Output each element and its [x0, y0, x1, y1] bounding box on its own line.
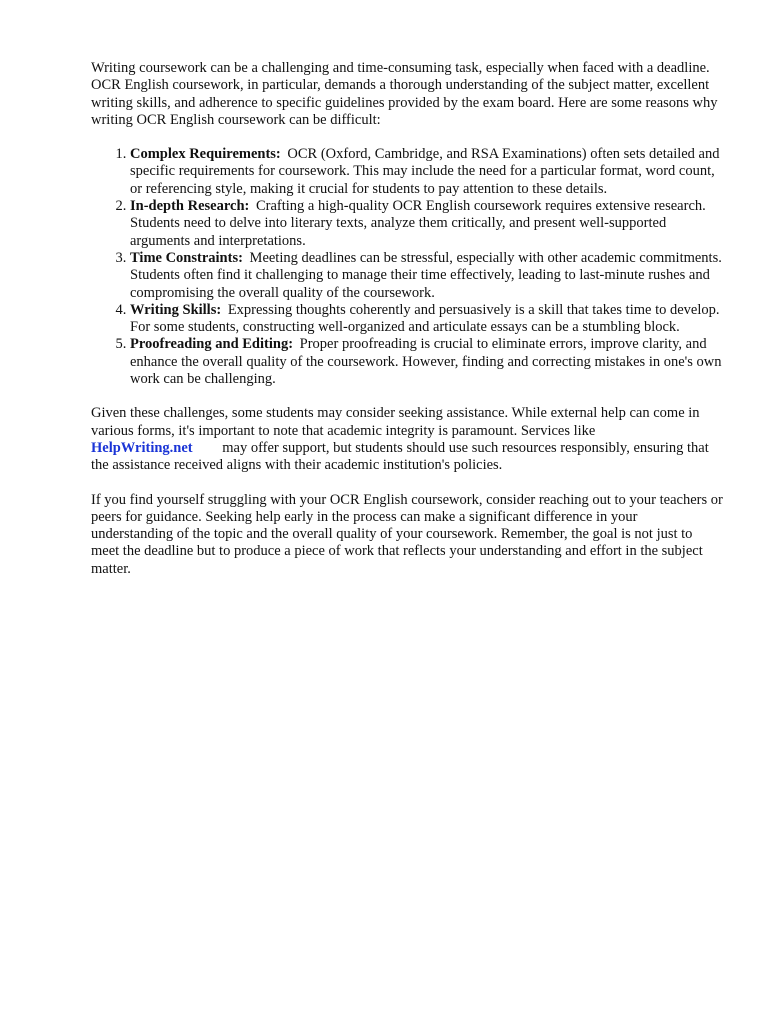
document-page	[91, 60, 723, 595]
reason-term: Writing Skills:	[130, 301, 222, 318]
assistance-text-before: Given these challenges, some students may consider seeking assistance. While external help can come in various forms, it's important to note that academic integrity is paramount. Services like	[91, 405, 700, 439]
reason-term: In-depth Research:	[130, 198, 250, 215]
assistance-text-after: may offer support, but students should use such resources responsibly, ensuring that the assistance received aligns with their academic institution's policies.	[91, 439, 709, 474]
reason-text: OCR (Oxford, Cambridge, and RSA Examinations) often sets detailed and specific requirements for coursework. This may include the need for a particular format, word count, or referencing style, making it crucial for students to pay attention to these details.	[130, 146, 720, 197]
helpwriting-link[interactable]: HelpWriting.net	[91, 439, 193, 456]
reason-text: Expressing thoughts coherently and persuasively is a skill that takes time to develop. For some students, constructing well-organized and articulate essays can be a stumbling block.	[130, 301, 720, 336]
reason-text: Crafting a high-quality OCR English coursework requires extensive research. Students need to delve into literary texts, analyze them critically, and present well-supported arguments and interpretations.	[130, 198, 706, 249]
reason-term: Complex Requirements:	[130, 146, 281, 163]
reason-text: Proper proofreading is crucial to eliminate errors, improve clarity, and enhance the overall quality of the coursework. However, finding and correcting mistakes in one's own work can be challenging.	[130, 336, 722, 388]
reason-text: Meeting deadlines can be stressful, especially with other academic commitments. Students often find it challenging to manage their time effectively, leading to last-minute rushes and compromising the overall quality of the coursework.	[130, 249, 722, 301]
intro-paragraph: Writing coursework can be a challenging and time-consuming task, especially when faced with a deadline. OCR English coursework, in particular, demands a thorough understanding of the subject matter, excellent writing skills, and adherence to specific guidelines provided by the exam board. Here are some reasons why writing OCR English coursework can be difficult:	[91, 60, 718, 128]
reason-term: Time Constraints:	[130, 249, 243, 266]
list-item	[130, 250, 723, 302]
list-item	[130, 302, 723, 337]
closing-paragraph: If you find yourself struggling with your OCR English coursework, consider reaching out to your teachers or peers for guidance. Seeking help early in the process can make a significant difference in your understanding of the topic and the overall quality of your coursework. Remember, the goal is not just to meet the deadline but to produce a piece of work that reflects your understanding and effort in the subject matter.	[91, 491, 723, 577]
list-item	[130, 336, 723, 388]
reasons-list	[91, 146, 723, 388]
reason-term: Proofreading and Editing:	[130, 336, 294, 353]
list-item	[130, 198, 723, 250]
list-item	[130, 146, 723, 198]
assistance-paragraph	[91, 405, 723, 474]
